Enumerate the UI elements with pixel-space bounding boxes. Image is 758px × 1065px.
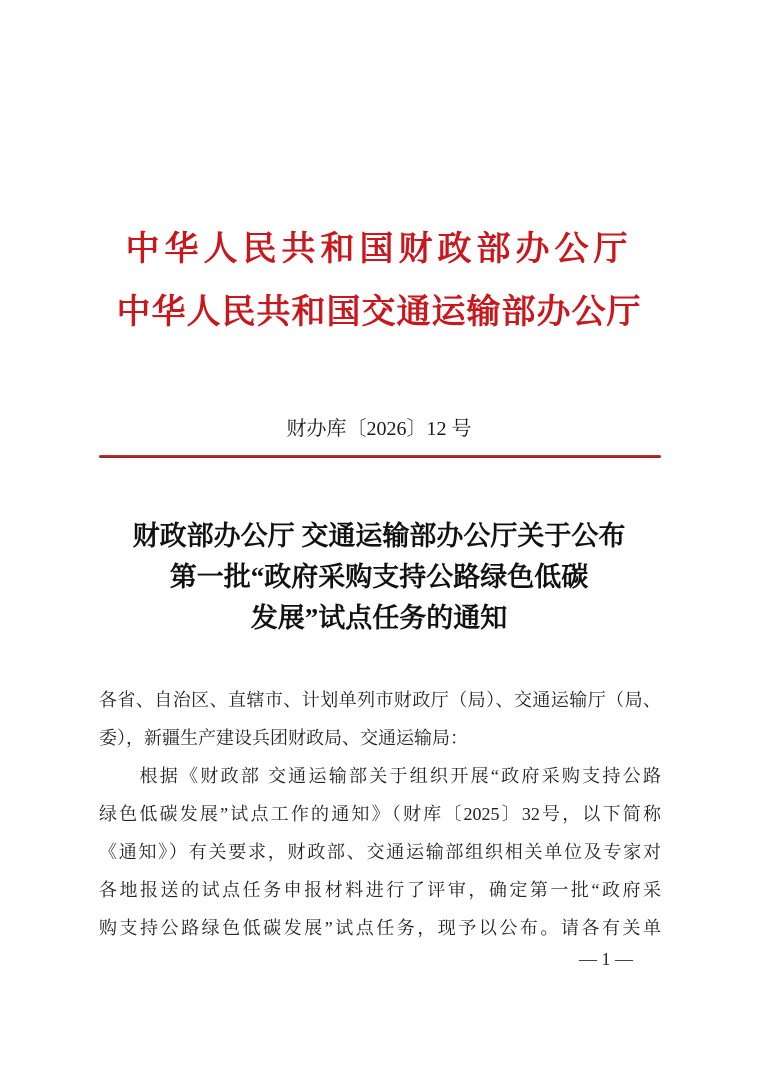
title-line-2: 第一批“政府采购支持公路绿色低碳	[169, 562, 589, 592]
title-line-1: 财政部办公厅 交通运输部办公厅关于公布	[132, 521, 626, 551]
body-line: 《通知》）有关要求，财政部、交通运输部组织相关单位及专家对	[99, 842, 661, 862]
page-number: — 1 —	[579, 949, 633, 969]
letterhead	[0, 218, 758, 344]
document-body	[99, 681, 661, 947]
letterhead-line-mot: 中华人民共和国交通运输部办公厅	[116, 294, 642, 331]
letterhead-line-mof: 中华人民共和国财政部办公厅	[125, 231, 633, 268]
title-line-3: 发展”试点任务的通知	[250, 603, 508, 633]
body-line: 委），新疆生产建设兵团财政局、交通运输局：	[99, 728, 468, 748]
document-title	[60, 516, 698, 639]
body-line: 绿色低碳发展”试点工作的通知》（财库〔2025〕32号，以下简称	[99, 804, 661, 824]
red-divider-rule	[99, 455, 661, 458]
body-line: 各省、自治区、直辖市、计划单列市财政厅（局）、交通运输厅（局、	[99, 690, 661, 710]
body-line: 各地报送的试点任务申报材料进行了评审，确定第一批“政府采	[99, 880, 661, 900]
body-line: 购支持公路绿色低碳发展”试点任务，现予以公布。请各有关单	[99, 918, 661, 938]
document-number: 财办库〔2026〕12 号	[286, 418, 472, 440]
body-line: 根据《财政部 交通运输部关于组织开展“政府采购支持公路	[99, 766, 661, 786]
